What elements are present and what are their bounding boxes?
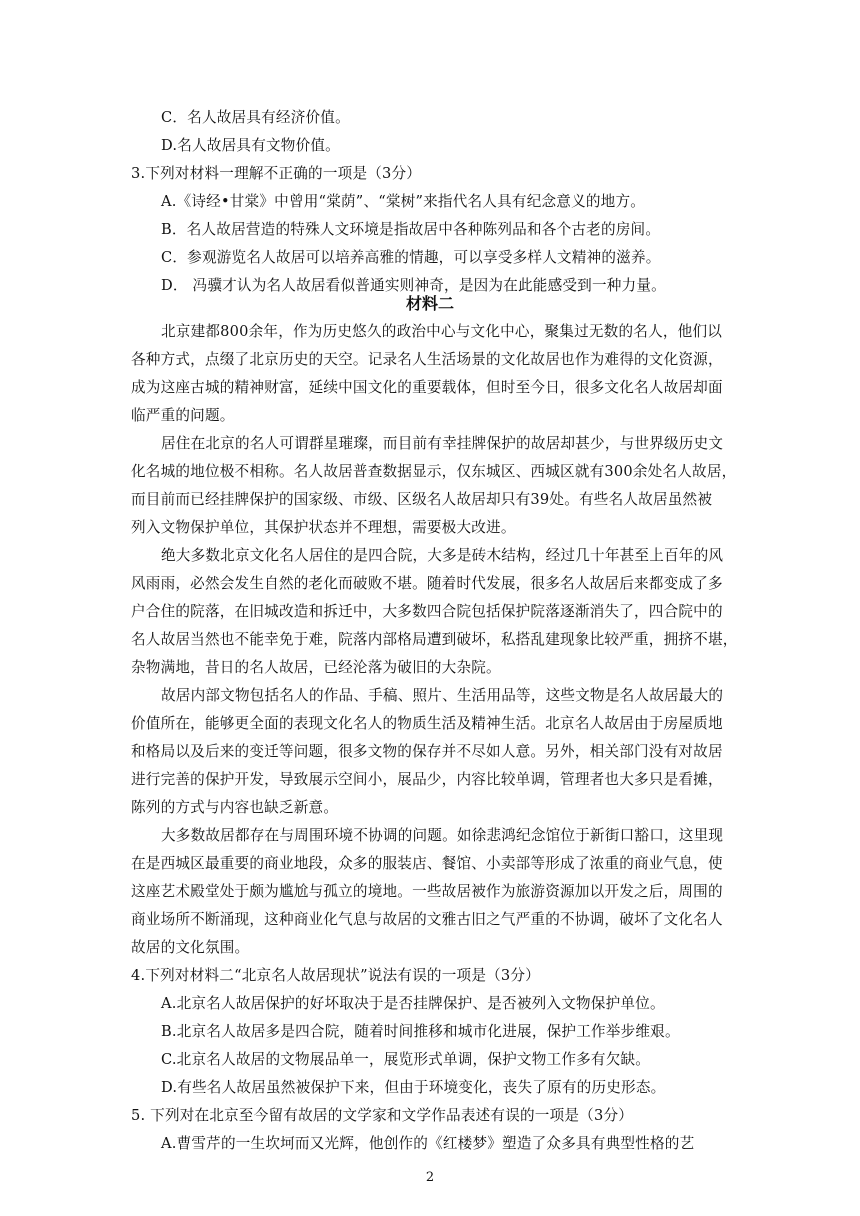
- para-5-line-4: 商业场所不断涌现，这种商业化气息与故居的文雅古旧之气严重的不协调，破坏了文化名人: [131, 911, 723, 928]
- para-1-line-3: 成为这座古城的精神财富，延续中国文化的重要载体，但时至今日，很多文化名人故居却面: [131, 379, 723, 396]
- para-3-line-4: 名人故居当然也不能幸免于难，院落内部格局遭到破坏，私搭乱建现象比较严重，拥挤不堪，: [131, 631, 738, 648]
- para-5-line-3: 这座艺术殿堂处于颇为尴尬与孤立的境地。一些故居被作为旅游资源加以开发之后，周围的: [131, 883, 723, 900]
- page-number: 2: [425, 1170, 435, 1185]
- para-4-line-1: 故居内部文物包括名人的作品、手稿、照片、生活用品等，这些文物是名人故居最大的: [161, 687, 724, 704]
- question-4-stem: 4.下列对材料二“北京名人故居现状”说法有误的一项是（3分）: [131, 967, 540, 984]
- question-4-option-d: D.有些名人故居虽然被保护下来，但由于环境变化，丧失了原有的历史形态。: [161, 1079, 666, 1096]
- para-5-line-1: 大多数故居都存在与周围环境不协调的问题。如徐悲鸿纪念馆位于新街口豁口，这里现: [161, 827, 724, 844]
- question-3-option-c: C．参观游览名人故居可以培养高雅的情趣，可以享受多样人文精神的滋养。: [161, 249, 661, 266]
- question-3-stem: 3.下列对材料一理解不正确的一项是（3分）: [131, 165, 422, 182]
- question-4-option-c: C.北京名人故居的文物展品单一，展览形式单调，保护文物工作多有欠缺。: [161, 1051, 651, 1068]
- para-4-line-5: 陈列的方式与内容也缺乏新意。: [131, 799, 339, 816]
- para-4-line-4: 进行完善的保护开发，导致展示空间小，展品少，内容比较单调，管理者也大多只是看摊，: [131, 771, 723, 788]
- para-1-line-1: 北京建都800余年，作为历史悠久的政治中心与文化中心，聚集过无数的名人，他们以: [161, 323, 723, 340]
- para-4-line-3: 和格局以及后来的变迁等问题，很多文物的保存并不尽如人意。另外，相关部门没有对故居: [131, 743, 723, 760]
- para-3-line-2: 风雨雨，必然会发生自然的老化而破败不堪。随着时代发展，很多名人故居后来都变成了多: [131, 575, 723, 592]
- para-2-line-1: 居住在北京的名人可谓群星璀璨，而目前有幸挂牌保护的故居却甚少，与世界级历史文: [161, 435, 724, 452]
- para-1-line-2: 各种方式，点缀了北京历史的天空。记录名人生活场景的文化故居也作为难得的文化资源，: [131, 351, 723, 368]
- para-3-line-1: 绝大多数北京文化名人居住的是四合院，大多是砖木结构，经过几十年甚至上百年的风: [161, 547, 724, 564]
- question-5-stem: 5. 下列对在北京至今留有故居的文学家和文学作品表述有误的一项是（3分）: [131, 1107, 634, 1124]
- para-2-line-2: 化名城的地位极不相称。名人故居普查数据显示，仅东城区、西城区就有300余处名人故居，: [131, 463, 737, 480]
- para-2-line-3: 而目前而已经挂牌保护的国家级、市级、区级名人故居却只有39处。有些名人故居虽然被: [131, 491, 713, 508]
- question-4-option-a: A.北京名人故居保护的好坏取决于是否挂牌保护、是否被列入文物保护单位。: [161, 995, 665, 1012]
- para-5-line-5: 故居的文化氛围。: [131, 939, 250, 956]
- question-3-option-a: A.《诗经•甘棠》中曾用“棠荫”、“棠树”来指代名人具有纪念意义的地方。: [161, 193, 646, 210]
- para-4-line-2: 价值所在，能够更全面的表现文化名人的物质生活及精神生活。北京名人故居由于房屋质地: [131, 715, 723, 732]
- para-5-line-2: 在是西城区最重要的商业地段，众多的服装店、餐馆、小卖部等形成了浓重的商业气息，使: [131, 855, 723, 872]
- para-3-line-3: 户合住的院落，在旧城改造和拆迁中，大多数四合院包括保护院落逐渐消失了，四合院中的: [131, 603, 723, 620]
- material-2-title: 材料二: [405, 294, 454, 313]
- question-5-option-a: A.曹雪芹的一生坎坷而又光辉，他创作的《红楼梦》塑造了众多具有典型性格的艺: [161, 1135, 695, 1152]
- question-3-option-b: B．名人故居营造的特殊人文环境是指故居中各种陈列品和各个古老的房间。: [161, 221, 661, 238]
- para-2-line-4: 列入文物保护单位，其保护状态并不理想，需要极大改进。: [131, 519, 516, 536]
- option-c-prev: C．名人故居具有经济价值。: [161, 109, 350, 126]
- question-4-option-b: B.北京名人故居多是四合院，随着时间推移和城市化进展，保护工作举步维艰。: [161, 1023, 680, 1040]
- option-d-prev: D.名人故居具有文物价值。: [161, 137, 340, 154]
- para-3-line-5: 杂物满地，昔日的名人故居，已经沦落为破旧的大杂院。: [131, 659, 501, 676]
- question-3-option-d: D． 冯骥才认为名人故居看似普通实则神奇，是因为在此能感受到一种力量。: [161, 277, 666, 294]
- para-1-line-4: 临严重的问题。: [131, 407, 235, 424]
